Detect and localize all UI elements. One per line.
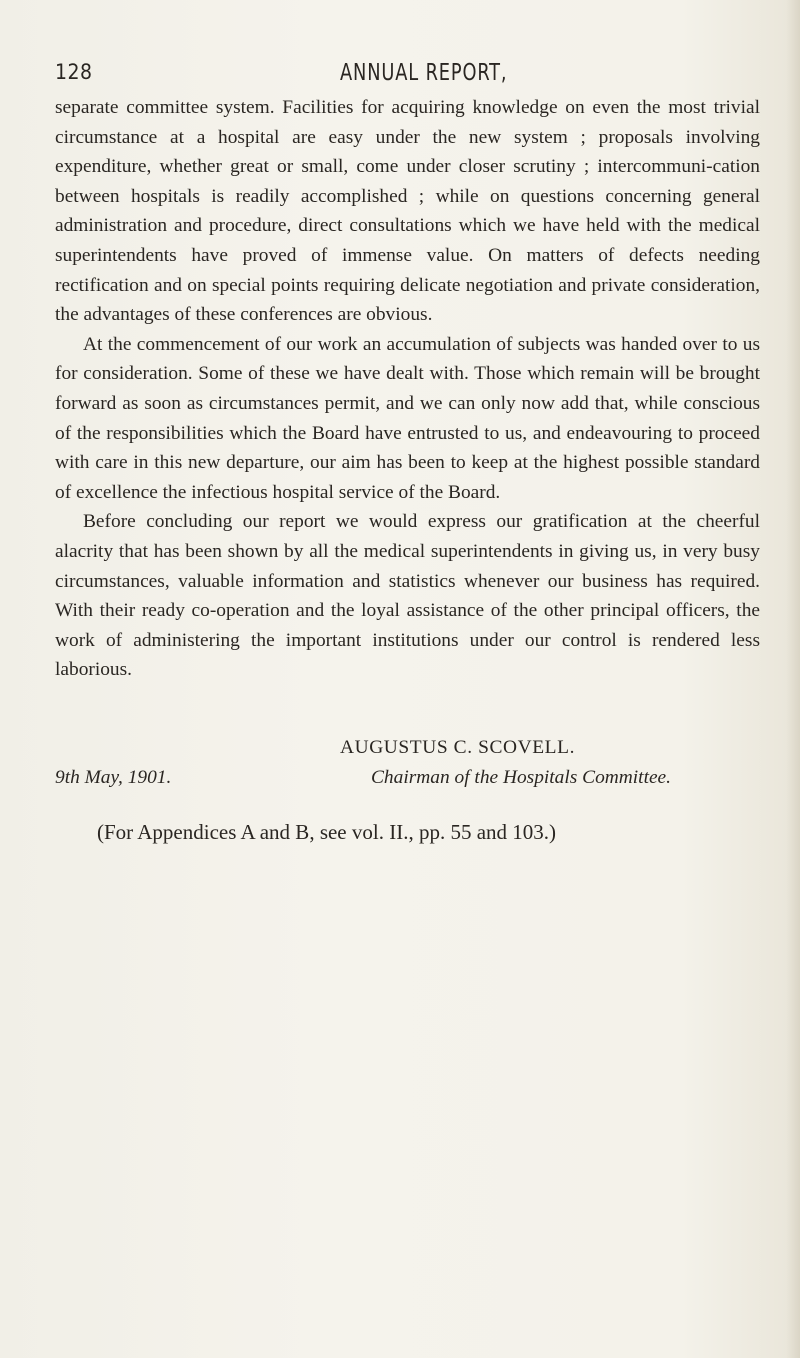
paragraph-1: separate committee system. Facilities for acquiring knowledge on even the most trivial circumstance at a hospital are easy under the new system ; proposals involving expenditure, whether great or small, come under closer scrutiny ; intercommuni-cation between hospitals is readily accomplished ; while on questions concerning general administration and procedure, direct consultations which we have held with the medical superintendents have proved of immense value. On matters of defects needing rectification and on special points requiring delicate negotiation and private consideration, the advantages of these conferences are obvious. xyxy=(55,97,760,326)
paragraph-2: At the commencement of our work an accumulation of subjects was handed over to us for consideration. Some of these we have dealt with. Those which remain will be brought forward as soon as circumstances permit, and we can only now add that, while conscious of the responsibilities which the Board have entrusted to us, and endeavouring to proceed with care in this new departure, our aim has been to keep at the highest possible standard of excellence the infectious hospital service of the Board. xyxy=(55,333,760,503)
signature-date: 9th May, 1901. xyxy=(55,767,172,788)
page-number: 128 xyxy=(55,60,93,84)
page-edge-shading xyxy=(786,0,800,1358)
report-body xyxy=(55,93,760,685)
signatory-title: Chairman of the Hospitals Committee. xyxy=(371,767,672,788)
paragraph-3: Before concluding our report we would express our gratification at the cheerful alacrity that has been shown by all the medical superintendents in giving us, in very busy circumstances, valuable information and statistics whenever our business has required. With their ready co-operation and the loyal assistance of the other principal officers, the work of administering the important institutions under our control is rendered less laborious. xyxy=(55,511,760,681)
running-title: ANNUAL REPORT, xyxy=(340,60,508,86)
signature-block xyxy=(55,733,760,793)
page-header xyxy=(55,60,755,96)
signatory-name: AUGUSTUS C. SCOVELL. xyxy=(340,737,576,758)
appendix-note: (For Appendices A and B, see vol. II., pp. 55 and 103.) xyxy=(97,820,557,844)
